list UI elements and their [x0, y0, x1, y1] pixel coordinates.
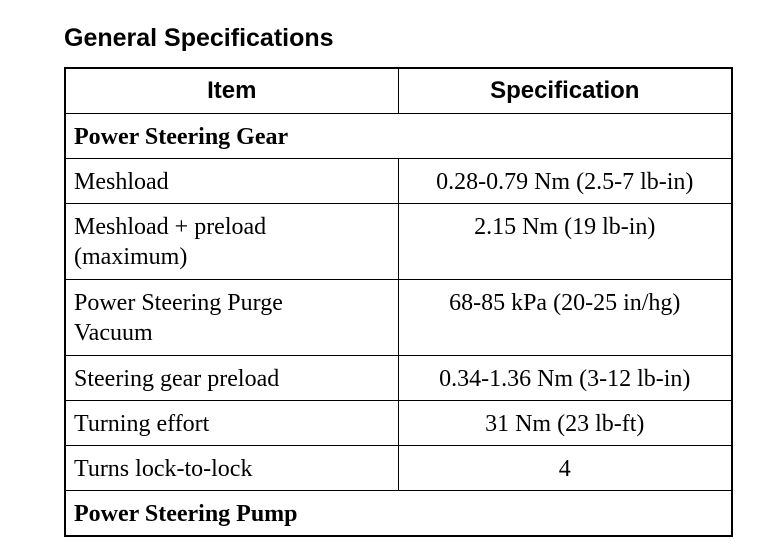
item-cell	[65, 280, 398, 356]
item-line: Vacuum	[74, 320, 153, 346]
spec-cell: 0.34-1.36 Nm (3-12 lb-in)	[398, 356, 732, 401]
item-cell: Turns lock-to-lock	[65, 446, 398, 491]
item-line: Power Steering Purge	[74, 290, 283, 316]
table-row	[65, 401, 732, 446]
section-title: Power Steering Gear	[65, 114, 732, 159]
spec-cell: 0.28-0.79 Nm (2.5-7 lb-in)	[398, 159, 732, 204]
table-row	[65, 159, 732, 204]
item-cell	[65, 204, 398, 280]
section-title: Power Steering Pump	[65, 491, 732, 537]
spec-cell: 2.15 Nm (19 lb-in)	[398, 204, 732, 280]
spec-cell: 31 Nm (23 lb-ft)	[398, 401, 732, 446]
column-header-specification: Specification	[398, 68, 732, 114]
section-row	[65, 491, 732, 537]
table-row	[65, 204, 732, 280]
table-row	[65, 446, 732, 491]
item-line: (maximum)	[74, 244, 188, 270]
spec-cell: 68-85 kPa (20-25 in/hg)	[398, 280, 732, 356]
table-row	[65, 280, 732, 356]
table-row	[65, 356, 732, 401]
item-cell: Meshload	[65, 159, 398, 204]
column-header-item: Item	[65, 68, 398, 114]
item-cell: Turning effort	[65, 401, 398, 446]
item-cell: Steering gear preload	[65, 356, 398, 401]
table-header-row	[65, 68, 732, 114]
section-row	[65, 114, 732, 159]
specifications-table	[64, 67, 733, 537]
item-line: Meshload + preload	[74, 214, 267, 240]
spec-cell: 4	[398, 446, 732, 491]
page-title: General Specifications	[64, 24, 334, 52]
